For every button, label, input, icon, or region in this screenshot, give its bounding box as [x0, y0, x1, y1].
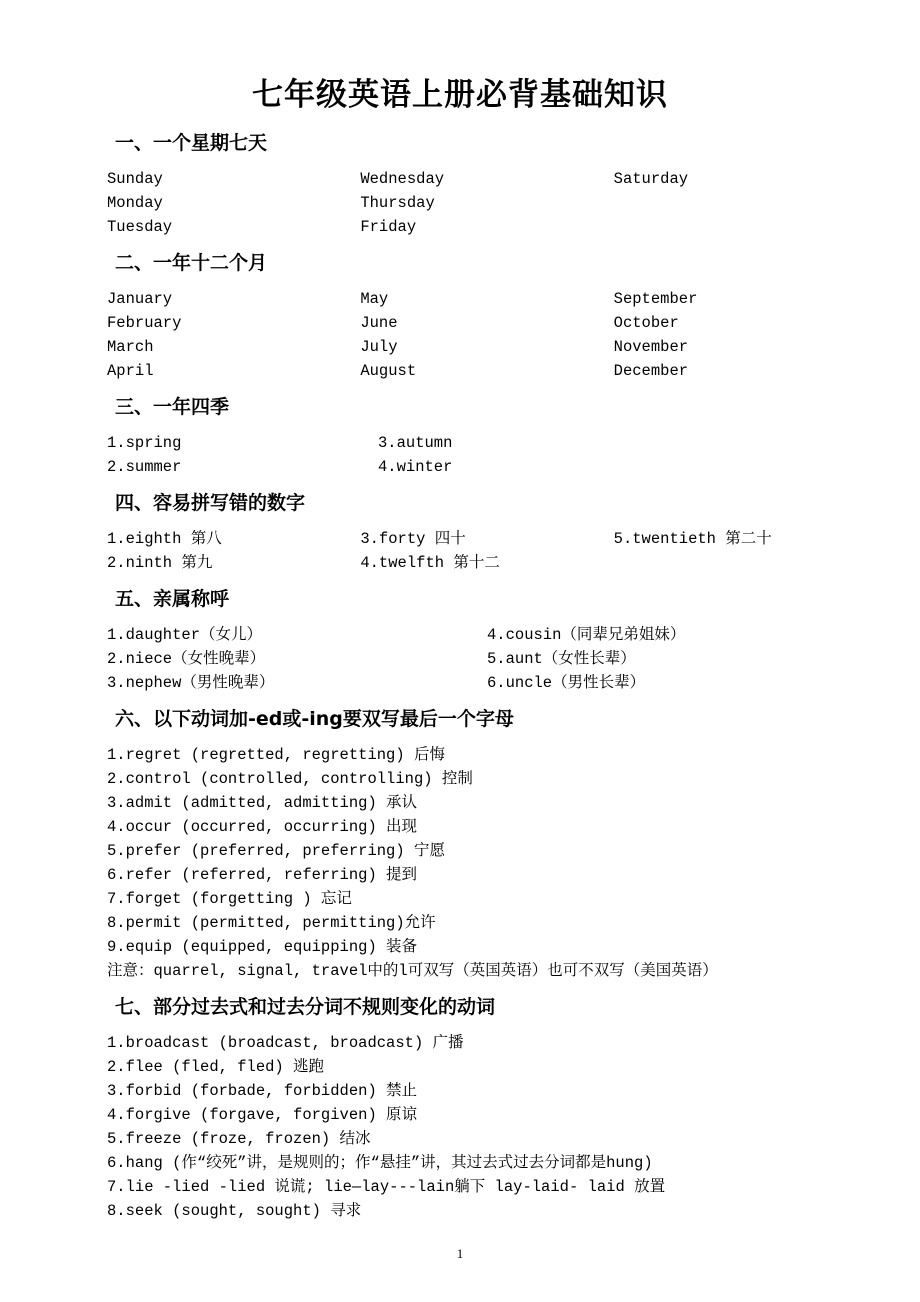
column	[614, 167, 867, 239]
column	[360, 527, 613, 575]
list-item: 7.lie -lied -lied 说谎; lie—lay---lain躺下 lay-laid- laid 放置	[107, 1178, 666, 1196]
list-item: 3.autumn	[378, 434, 453, 452]
list-item: November	[613, 338, 689, 356]
list-item: 4.cousin（同辈兄弟姐妹）	[487, 626, 686, 644]
list-item: Sunday	[107, 170, 163, 188]
column	[107, 287, 360, 383]
list-item: Wednesday	[360, 170, 445, 188]
list-item: 1.spring	[107, 434, 182, 452]
list-item: 6.hang (作“绞死”讲，是规则的；作“悬挂”讲，其过去式过去分词都是hung)	[107, 1154, 653, 1172]
column	[378, 431, 649, 479]
list-item: May	[360, 290, 389, 308]
list-item: 4.occur (occurred, occurring) 出现	[107, 818, 418, 836]
section-columns	[107, 743, 867, 983]
list-item: 4.forgive (forgave, forgiven) 原谅	[107, 1106, 418, 1124]
page-number: 1	[456, 1246, 464, 1261]
list-item: 2.flee (fled, fled) 逃跑	[107, 1058, 325, 1076]
list-item: 7.forget (forgetting ) 忘记	[107, 890, 352, 908]
list-item: September	[613, 290, 698, 308]
list-item: 1.eighth 第八	[107, 530, 222, 548]
section-heading: 五、亲属称呼	[115, 588, 230, 610]
column	[107, 1031, 665, 1223]
list-item: April	[107, 362, 154, 380]
list-item: 5.freeze (froze, frozen) 结冰	[107, 1130, 371, 1148]
section-heading: 三、一年四季	[115, 396, 230, 418]
list-item: Tuesday	[107, 218, 173, 236]
list-item: February	[107, 314, 182, 332]
column	[107, 167, 360, 239]
list-item: 6.refer (referred, referring) 提到	[107, 866, 418, 884]
list-item: June	[360, 314, 398, 332]
list-item: 1.broadcast (broadcast, broadcast) 广播	[107, 1034, 464, 1052]
section-columns	[107, 1031, 867, 1223]
list-item: 2.ninth 第九	[107, 554, 213, 572]
section-3	[107, 395, 867, 479]
list-item: Friday	[360, 218, 417, 236]
list-item: 4.twelfth 第十二	[360, 554, 500, 572]
section-2	[107, 251, 867, 383]
section-6	[107, 707, 867, 983]
document-title: 七年级英语上册必背基础知识	[252, 77, 668, 113]
list-item: 1.regret (regretted, regretting) 后悔	[107, 746, 445, 764]
list-item: 5.aunt（女性长辈）	[487, 650, 636, 668]
list-item: 2.summer	[107, 458, 182, 476]
section-4	[107, 491, 867, 575]
list-item: 3.forbid (forbade, forbidden) 禁止	[107, 1082, 418, 1100]
list-item: Monday	[107, 194, 163, 212]
document-body	[107, 119, 867, 1223]
section-columns	[107, 527, 867, 575]
section-heading: 四、容易拼写错的数字	[115, 492, 306, 514]
column	[107, 431, 378, 479]
list-item: March	[107, 338, 154, 356]
list-item: 5.prefer (preferred, preferring) 宁愿	[107, 842, 445, 860]
list-item: 3.admit (admitted, admitting) 承认	[107, 794, 418, 812]
section-columns	[107, 287, 867, 383]
section-columns	[107, 167, 867, 239]
list-item: 注意：quarrel, signal, travel中的l可双写（英国英语）也可不双写（美国英语）	[107, 962, 718, 980]
list-item: Saturday	[613, 170, 689, 188]
section-1	[107, 131, 867, 239]
list-item: July	[360, 338, 398, 356]
section-heading: 六、以下动词加-ed或-ing要双写最后一个字母	[115, 708, 514, 730]
list-item: 8.seek (sought, sought) 寻求	[107, 1202, 362, 1220]
section-heading: 二、一年十二个月	[115, 252, 268, 274]
list-item: 1.daughter（女儿）	[107, 626, 263, 644]
list-item: Thursday	[360, 194, 435, 212]
column	[614, 287, 867, 383]
section-7	[107, 995, 867, 1223]
section-columns	[107, 431, 867, 479]
list-item: December	[613, 362, 689, 380]
list-item: 3.nephew（男性晚辈）	[107, 674, 275, 692]
column	[487, 623, 867, 695]
column	[107, 527, 360, 575]
list-item: January	[107, 290, 173, 308]
list-item: 4.winter	[378, 458, 453, 476]
list-item: 8.permit (permitted, permitting)允许	[107, 914, 436, 932]
column	[360, 287, 613, 383]
list-item: 3.forty 四十	[360, 530, 466, 548]
column	[107, 743, 718, 983]
list-item: October	[613, 314, 679, 332]
section-5	[107, 587, 867, 695]
list-item: August	[360, 362, 417, 380]
list-item: 2.control (controlled, controlling) 控制	[107, 770, 473, 788]
list-item: 6.uncle（男性长辈）	[487, 674, 646, 692]
section-columns	[107, 623, 867, 695]
list-item: 2.niece（女性晚辈）	[107, 650, 266, 668]
column	[360, 167, 613, 239]
list-item: 9.equip (equipped, equipping) 装备	[107, 938, 418, 956]
list-item: 5.twentieth 第二十	[613, 530, 772, 548]
column	[614, 527, 867, 575]
section-heading: 一、一个星期七天	[115, 132, 268, 154]
column	[107, 623, 487, 695]
section-heading: 七、部分过去式和过去分词不规则变化的动词	[115, 996, 496, 1018]
